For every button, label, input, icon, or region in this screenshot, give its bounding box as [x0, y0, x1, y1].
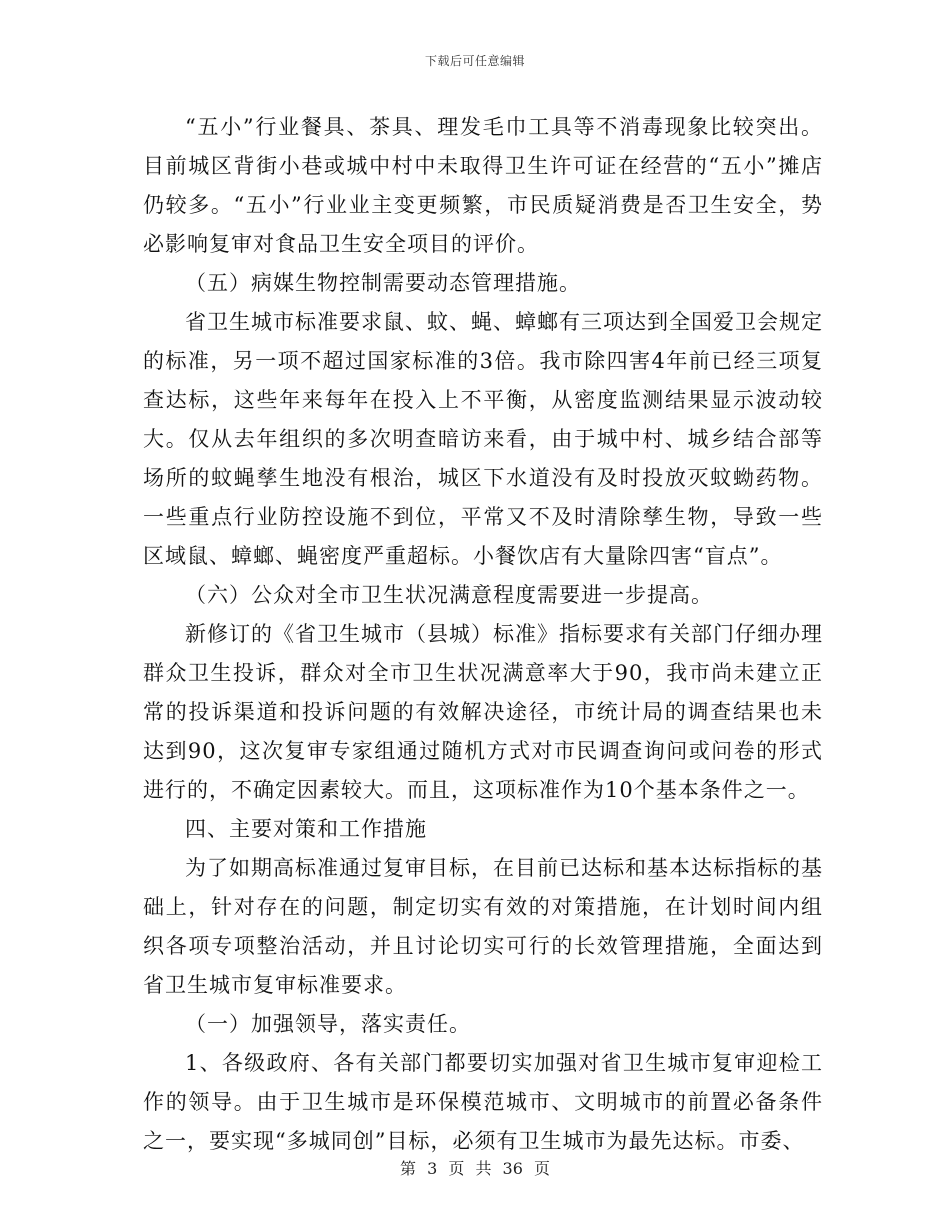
paragraph-wuxiao-hygiene: “五小”行业餐具、茶具、理发毛巾工具等不消毒现象比较突出。目前城区背街小巷或城中村中未取得卫生许可证在经营的“五小”摊店仍较多。“五小”行业业主变更频繁，市民质疑消费是否卫生安全，势必影响复审对食品卫生安全项目的评价。: [143, 115, 823, 256]
paragraph-public-satisfaction: 新修订的《省卫生城市（县城）标准》指标要求有关部门仔细办理群众卫生投诉，群众对全市卫生状况满意率大于90，我市尚未建立正常的投诉渠道和投诉问题的有效解决途径，市统计局的调查结果也未达到90，这次复审专家组通过随机方式对市民调查询问或问卷的形式进行的，不确定因素较大。而且，这项标准作为10个基本条件之一。: [143, 622, 823, 802]
heading-vector-control: （五）病媒生物控制需要动态管理措施。: [185, 271, 581, 295]
page-header: 下载后可任意编辑: [424, 54, 525, 68]
paragraph-vector-control: 省卫生城市标准要求鼠、蚊、蝇、蟑螂有三项达到全国爱卫会规定的标准，另一项不超过国家标准的3倍。我市除四害4年前已经三项复查达标，这些年来每年在投入上不平衡，从密度监测结果显示波动较大。仅从去年组织的多次明查暗访来看，由于城中村、城乡结合部等场所的蚊蝇孳生地没有根治，城区下水道没有及时投放灭蚊蚴药物。一些重点行业防控设施不到位，平常又不及时清除孳生物，导致一些区域鼠、蟑螂、蝇密度严重超标。小餐饮店有大量除四害“盲点”。: [143, 310, 823, 568]
paragraph-countermeasures: 为了如期高标准通过复审目标，在目前已达标和基本达标指标的基础上，针对存在的问题，制定切实有效的对策措施，在计划时间内组织各项专项整治活动，并且讨论切实可行的长效管理措施，全面达到省卫生城市复审标准要求。: [143, 856, 823, 997]
heading-leadership: （一）加强领导，落实责任。: [185, 1012, 471, 1036]
paragraph-leadership: 1、各级政府、各有关部门都要切实加强对省卫生城市复审迎检工作的领导。由于卫生城市是环保模范城市、文明城市的前置必备条件之一，要实现“多城同创”目标，必须有卫生城市为最先达标。市委、: [143, 1051, 823, 1153]
document-body: [143, 108, 823, 1161]
page-number: 第 3 页 共 36 页: [400, 1159, 550, 1178]
heading-public-satisfaction: （六）公众对全市卫生状况满意程度需要进一步提高。: [185, 583, 713, 607]
heading-countermeasures: 四、主要对策和工作措施: [185, 817, 427, 841]
